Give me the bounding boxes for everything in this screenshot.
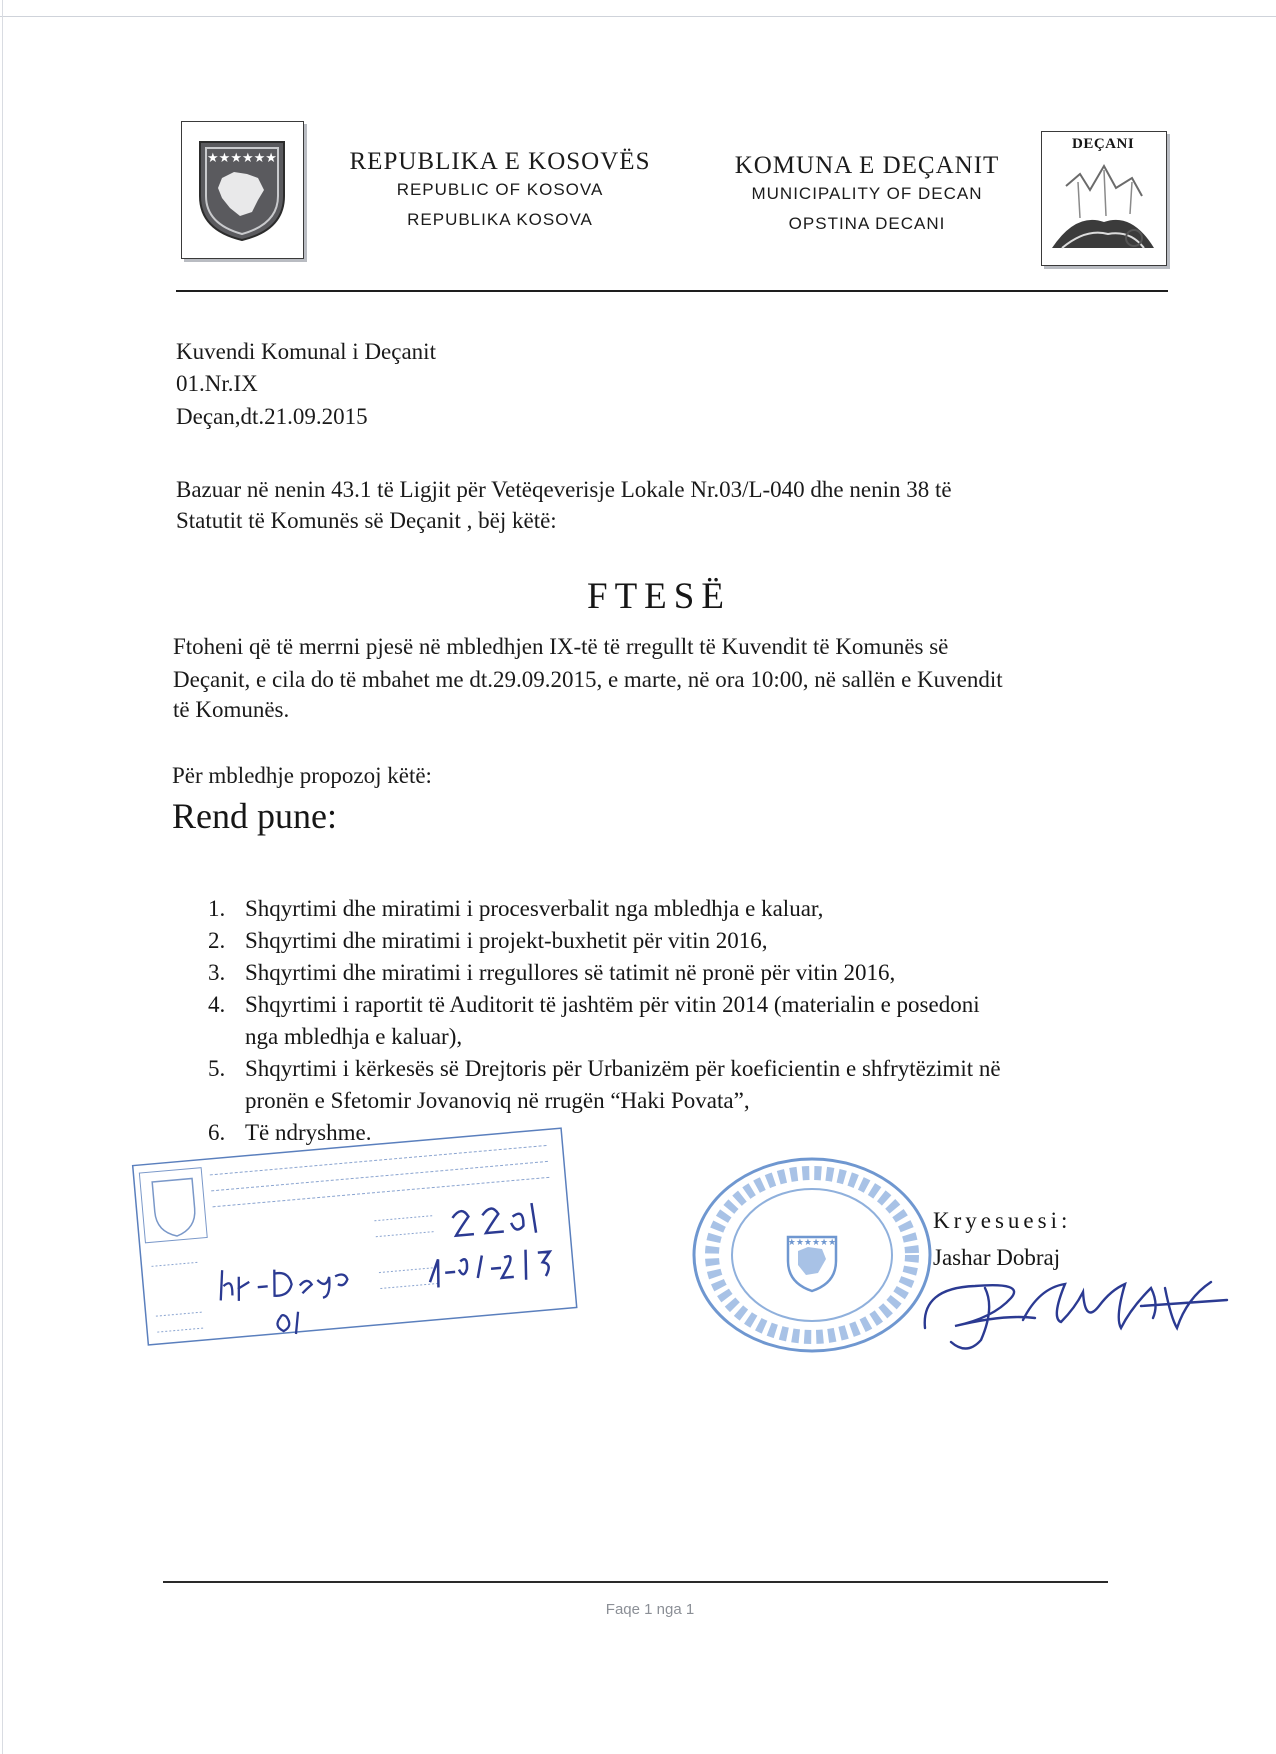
signatory-name: Jashar Dobraj xyxy=(933,1245,1061,1270)
registry-stamp-graphic xyxy=(128,1120,584,1358)
republic-english: REPUBLIC OF KOSOVA xyxy=(396,180,604,199)
agenda-item xyxy=(200,1053,1160,1117)
agenda-text: Shqyrtimi i raportit të Auditorit të jashtëm për vitin 2014 (materialin e posedoni xyxy=(245,992,980,1017)
agenda-text-cont: nga mbledhja e kaluar), xyxy=(245,1024,463,1049)
agenda-text: Shqyrtimi dhe miratimi i projekt-buxhetit për vitin 2016, xyxy=(245,928,768,953)
municipality-title: KOMUNA E DEÇANIT xyxy=(734,152,1000,179)
official-seal xyxy=(690,1155,934,1360)
agenda-text-cont: pronën e Sfetomir Jovanoviq në rrugën “Haki Povata”, xyxy=(245,1088,750,1113)
agenda-heading: Rend pune: xyxy=(172,796,337,836)
municipality-logo-icon xyxy=(1046,156,1160,260)
republic-title: REPUBLIKA E KOSOVËS xyxy=(349,148,651,175)
invitation-line-3: të Komunës. xyxy=(173,697,290,722)
invitation-line-1: Ftoheni që të merrni pjesë në mbledhjen IX-të të rregullt të Kuvendit të Komunës së xyxy=(173,634,949,659)
agenda-number: 3. xyxy=(208,960,226,985)
agenda-text: Shqyrtimi dhe miratimi i rregullores së tatimit në pronë për vitin 2016, xyxy=(245,960,896,985)
footer-divider xyxy=(163,1581,1108,1583)
reference-date: Deçan,dt.21.09.2015 xyxy=(176,404,368,429)
agenda-item xyxy=(200,989,1160,1053)
municipality-english: MUNICIPALITY OF DECAN xyxy=(751,184,983,203)
agenda-number: 2. xyxy=(208,928,226,953)
svg-text:★★★★★★: ★★★★★★ xyxy=(207,151,277,166)
agenda-item xyxy=(200,925,1160,957)
handwritten-signature xyxy=(915,1248,1235,1363)
header-republic xyxy=(320,148,680,230)
agenda-number: 1. xyxy=(208,896,226,921)
coat-of-arms-icon xyxy=(192,134,292,244)
document-title: FTESË xyxy=(587,576,731,617)
agenda-number: 5. xyxy=(208,1056,226,1081)
decani-logo-label: DEÇANI xyxy=(1072,136,1135,152)
agenda-number: 6. xyxy=(208,1120,226,1145)
svg-text:★★★★★★: ★★★★★★ xyxy=(787,1238,837,1248)
agenda-text: Të ndryshme. xyxy=(245,1120,372,1145)
header-divider xyxy=(176,290,1168,292)
agenda-list xyxy=(200,893,1160,1149)
intro-line-2: Statutit të Komunës së Deçanit , bëj këtë: xyxy=(176,508,557,533)
decani-logo xyxy=(1041,131,1167,266)
intro-line-1: Bazuar në nenin 43.1 të Ligjit për Vetëqeverisje Lokale Nr.03/L-040 dhe nenin 38 të xyxy=(176,477,952,502)
agenda-item xyxy=(200,957,1160,989)
agenda-item xyxy=(200,893,1160,925)
invitation-line-2: Deçanit, e cila do të mbahet me dt.29.09.2015, e marte, në ora 10:00, në sallën e Kuvendit xyxy=(173,667,1003,692)
agenda-text: Shqyrtimi i kërkesës së Drejtoris për Urbanizëm për koeficientin e shfrytëzimit në xyxy=(245,1056,1001,1081)
kosovo-emblem xyxy=(181,121,304,259)
registry-stamp xyxy=(128,1120,584,1363)
proposal-intro: Për mbledhje propozoj këtë: xyxy=(172,763,432,788)
signature-graphic xyxy=(915,1248,1235,1358)
republic-serbian: REPUBLIKA KOSOVA xyxy=(407,210,593,229)
municipality-serbian: OPSTINA DECANI xyxy=(788,214,946,233)
assembly-name: Kuvendi Komunal i Deçanit xyxy=(176,339,436,364)
agenda-number: 4. xyxy=(208,992,226,1017)
header-municipality xyxy=(712,152,1022,234)
page-number: Faqe 1 nga 1 xyxy=(605,1601,695,1618)
top-edge-rule xyxy=(0,16,1276,17)
scan-edge xyxy=(2,0,3,1754)
reference-number: 01.Nr.IX xyxy=(176,371,258,396)
signatory-label: Kryesuesi: xyxy=(933,1208,1072,1233)
agenda-text: Shqyrtimi dhe miratimi i procesverbalit nga mbledhja e kaluar, xyxy=(245,896,824,921)
round-seal-graphic xyxy=(690,1155,934,1355)
